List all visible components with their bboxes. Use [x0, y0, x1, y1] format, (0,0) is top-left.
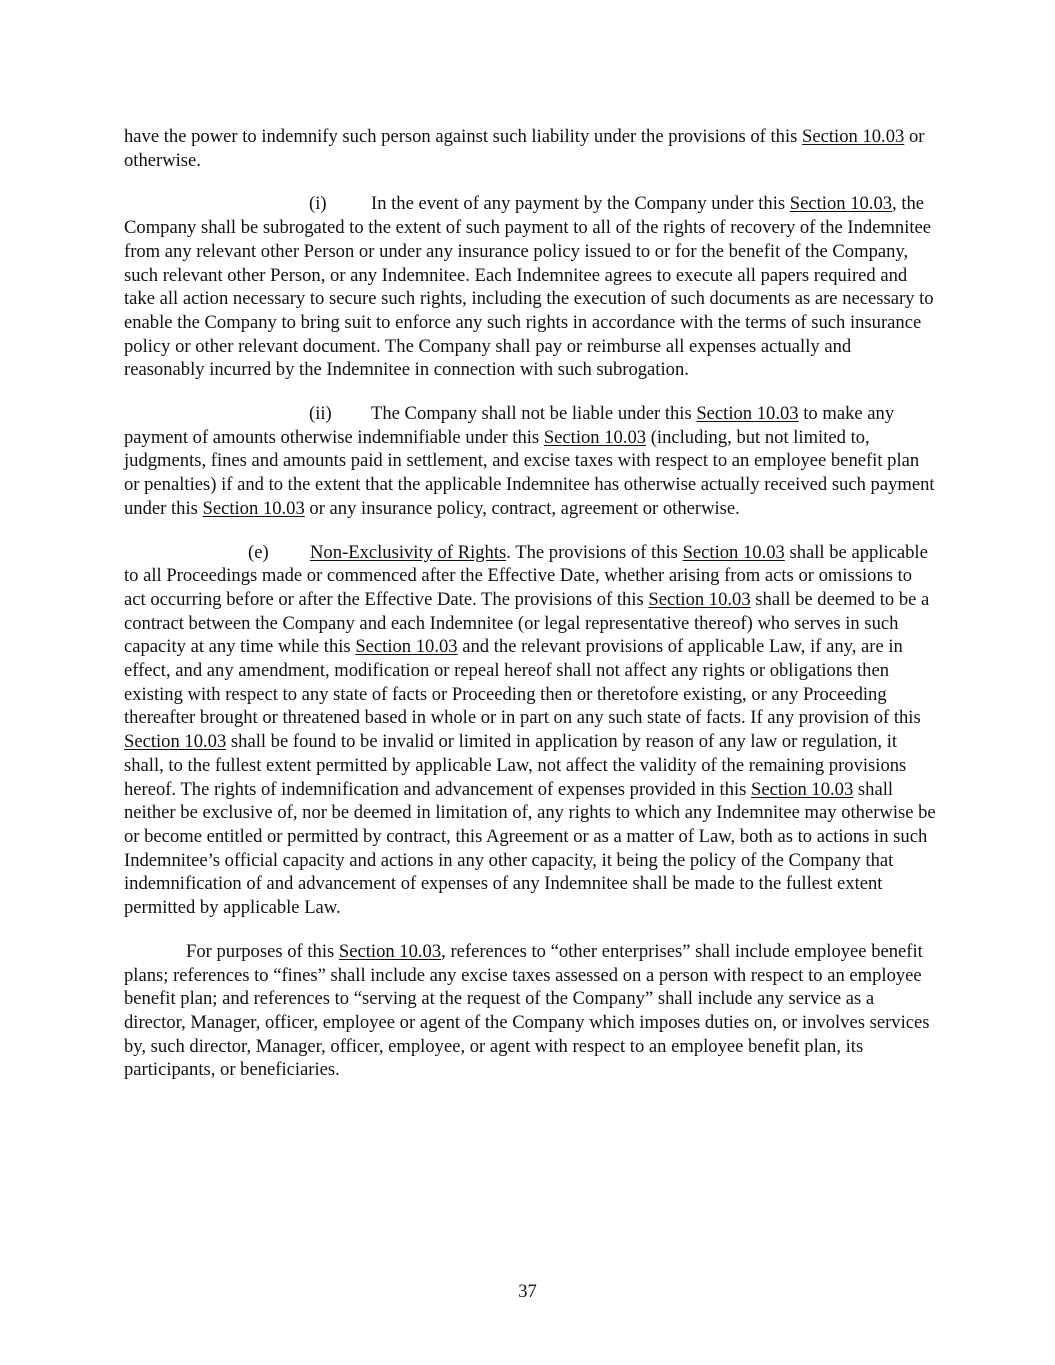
section-reference: Section 10.03: [789, 193, 893, 215]
section-reference: Section 10.03: [355, 636, 458, 658]
document-page: [124, 125, 936, 1102]
text: have the power to indemnify such person against such liability under the provisions of this: [124, 126, 803, 147]
paragraph-e-non-exclusivity: [124, 541, 936, 920]
text: shall be found to be invalid or limited in application by reason of any law or regulation, it shall, to the fullest extent permitted by applicable Law, not affect the validity of the remaining provisions hereof. The rights of indemnification and advancement of expenses provided in this: [124, 731, 907, 800]
section-reference: Section 10.03: [648, 588, 751, 610]
section-reference: Section 10.03: [802, 126, 905, 147]
section-reference: Section 10.03: [202, 497, 305, 519]
section-reference: Section 10.03: [682, 541, 785, 563]
clause-label: (e): [248, 541, 269, 563]
section-reference: Section 10.03: [696, 403, 799, 425]
clause-label: (ii): [309, 403, 332, 425]
text: . The provisions of this: [506, 541, 683, 563]
section-reference: Section 10.03: [543, 426, 647, 448]
clause-label: (i): [309, 193, 327, 215]
paragraph-definitions: [124, 940, 936, 1082]
text: In the event of any payment by the Company under this: [371, 193, 790, 215]
text: , references to “other enterprises” shall include employee benefit plans; references to “fines” shall include any excise taxes assessed on a person with respect to an employee benefit plan; and references to “serving at the request of the Company” shall include any service as a director, Manager, officer, employee or agent of the Company which imposes duties on, or involves services by, such director, Manager, officer, employee, or agent with respect to an employee benefit plan, its participants, or beneficiaries.: [124, 940, 930, 1081]
paragraph-ii-no-duplicate-payment: [124, 402, 936, 521]
section-reference: Section 10.03: [338, 940, 442, 962]
text: (including, but not limited to, judgments, fines and amounts paid in settlement, and excise taxes with respect to an employee benefit plan or penalties) if and to the extent that the applicable Indemnitee has otherwise actually received such payment under this: [124, 426, 935, 519]
text: For purposes of this: [186, 940, 339, 962]
page-number: 37: [518, 1281, 537, 1302]
text: or any insurance policy, contract, agreement or otherwise.: [304, 497, 740, 519]
text: , the Company shall be subrogated to the extent of such payment to all of the rights of recovery of the Indemnitee from any relevant other Person or under any insurance policy issued to or for the benefit of the Company, such relevant other Person, or any Indemnitee. Each Indemnitee agrees to execute all papers required and take all action necessary to secure such rights, including the execution of such documents as are necessary to enable the Company to bring suit to enforce any such rights in accordance with the terms of such insurance policy or other relevant document. The Company shall pay or reimburse all expenses actually and reasonably incurred by the Indemnitee in connection with such subrogation.: [124, 193, 934, 381]
section-reference: Section 10.03: [751, 778, 854, 800]
text: and the relevant provisions of applicable Law, if any, are in effect, and any amendment, modification or repeal hereof shall not affect any rights or obligations then existing with respect to any state of facts or Proceeding then or theretofore existing, or any Proceeding thereafter brought or threatened based in whole or in part on any such state of facts. If any provision of this: [124, 636, 921, 729]
text: or otherwise.: [124, 126, 925, 171]
text: The Company shall not be liable under this: [371, 403, 697, 425]
text: shall be deemed to be a contract between the Company and each Indemnitee (or legal representative thereof) who serves in such capacity at any time while this: [124, 588, 930, 658]
section-reference: Section 10.03: [124, 731, 227, 753]
paragraph-i-subrogation: [124, 192, 936, 382]
text: shall neither be exclusive of, nor be deemed in limitation of, any rights to which any Indemnitee may otherwise be or become entitled or permitted by contract, this Agreement or as a matter of Law, both as to actions in such Indemnitee’s official capacity and actions in any other capacity, it being the policy of the Company that indemnification of and advancement of expenses of any Indemnitee shall be made to the fullest extent permitted by applicable Law.: [124, 778, 936, 919]
clause-heading: Non-Exclusivity of Rights: [310, 541, 507, 563]
text: to make any payment of amounts otherwise indemnifiable under this: [124, 403, 895, 448]
paragraph-continuation: [124, 125, 936, 172]
text: shall be applicable to all Proceedings made or commenced after the Effective Date, whether arising from acts or omissions to act occurring before or after the Effective Date. The provisions of this: [124, 541, 928, 610]
